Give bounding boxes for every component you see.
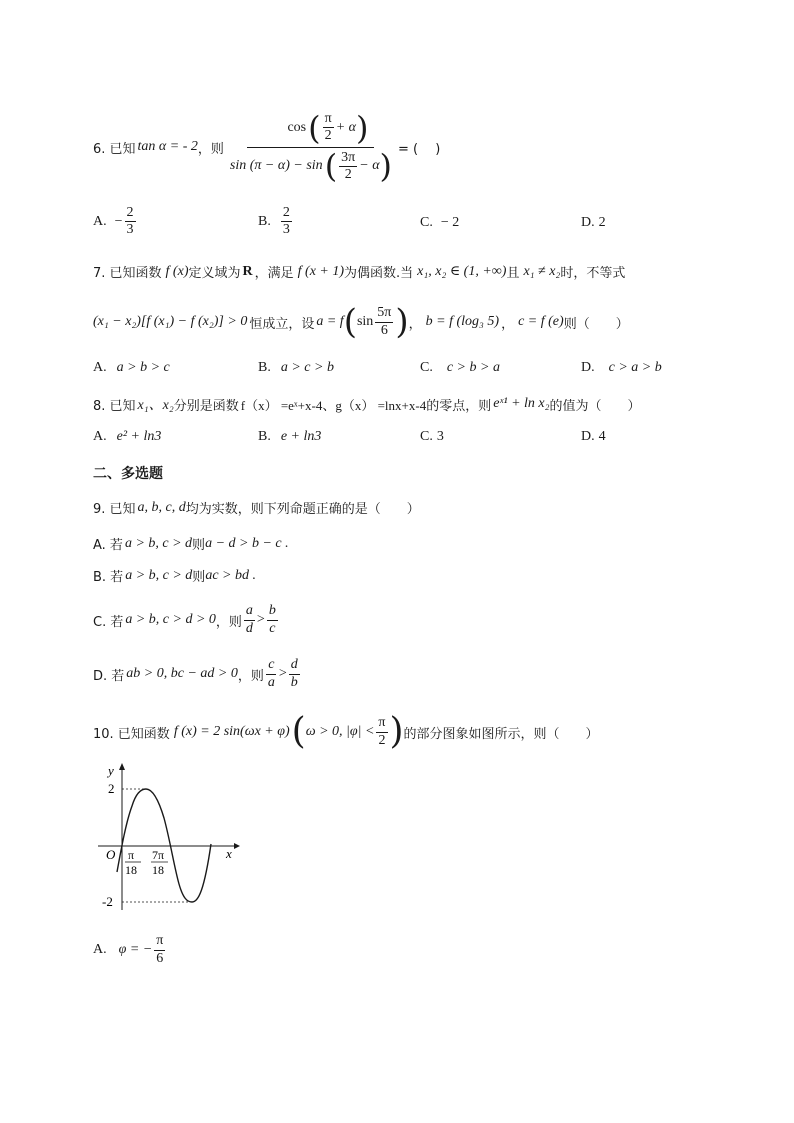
q7-text-a: 7. 已知函数 (93, 266, 162, 281)
q6-option-b-den: 3 (282, 222, 290, 238)
q8-expression: eˣ¹ + ln x₂ (493, 396, 550, 411)
q9-option-d-n1: c (266, 657, 276, 674)
q6-numerator: cos ( $\frac{\pi}{2}$ + α ) (247, 111, 374, 147)
tick-2-num: 7π (152, 848, 165, 862)
section-2-heading: 二、多选题 (93, 466, 163, 482)
q9-option-c-label: C. 若 (93, 614, 124, 630)
q8-vars: x₁、x₂ (137, 398, 174, 413)
q7-text-f: 时，不等式 (560, 266, 626, 281)
q7-b-def: b = f (log₃ 5) (425, 314, 500, 329)
q8-option-a-value: e² + ln3 (116, 429, 162, 444)
q9-option-c-frac-2 (267, 603, 278, 636)
q8-option-d-label: D. (581, 429, 595, 444)
q8-option-a-label: A. (93, 429, 107, 444)
q6-num-frac-den: 2 (324, 128, 332, 144)
q10-cond-den: 2 (378, 732, 386, 748)
q6-option-c-label: C. (420, 215, 433, 230)
q7-text-let: 恒成立，设 (249, 316, 315, 332)
q9-option-c-d1: d (245, 620, 253, 636)
tick-2-den: 18 (152, 863, 164, 877)
q6-suffix: = ( ) (398, 141, 441, 157)
q10-function: f (x) = 2 sin(ωx + φ) (173, 724, 290, 739)
q9-option-c-d2: c (269, 620, 276, 636)
q6-given: tan α = - 2 (137, 139, 198, 154)
q7-text-b: 定义域为 (188, 266, 241, 281)
q7-sin: sin (356, 314, 374, 329)
q6-option-a-label: A. (93, 213, 107, 229)
y-max-label: 2 (108, 781, 115, 796)
q7-option-b-value: a > c > b (280, 360, 334, 375)
q6-option-a-den: 3 (126, 222, 134, 238)
q6-option-c[interactable] (420, 215, 459, 231)
q9-option-d-d2: b (290, 674, 298, 690)
question-9 (93, 498, 420, 517)
q7-domain-cond: x₁, x₂ ∈ (1, +∞) (417, 264, 507, 279)
q9-option-d-d1: a (267, 674, 275, 690)
q8-option-c[interactable] (420, 429, 444, 445)
q7-text-e: 且 (506, 266, 520, 281)
question-7-line-2: (x₁ − x₂)[f (x₁) − f (x₂)] > 0 恒成立，设 a = f ( sin $\frac{5\pi}{6}$ ) ， b = f (log₃ 5) ， c = f (e) 则（ ） (93, 302, 629, 342)
q6-option-c-value: − 2 (440, 215, 460, 230)
x-axis-label: x (226, 846, 232, 861)
q10-option-a-den: 6 (156, 950, 164, 966)
q6-option-b[interactable] (258, 205, 294, 238)
q8-option-c-label: C. (420, 429, 433, 444)
q6-num-frac-num: π (323, 111, 334, 128)
q6-option-b-label: B. (258, 213, 271, 229)
q10-text-a: 10. 已知函数 (93, 726, 170, 742)
q8-option-d-value: 4 (598, 429, 606, 444)
q9-option-d-then: ，则 (237, 668, 264, 684)
y-axis-label: y (108, 763, 114, 778)
tick-1-num: π (128, 848, 135, 862)
question-10: 10. 已知函数 f (x) = 2 sin(ωx + φ) ( ω > 0, |φ| < $\frac{\pi}{2}$ ) 的部分图象如图所示，则（ ） (93, 711, 599, 752)
q9-text-b: 均为实数，则下列命题正确的是（ ） (185, 502, 420, 517)
q9-option-c[interactable] (93, 600, 280, 640)
q6-main-fraction (228, 108, 394, 186)
q7-option-c-label: C. (420, 360, 433, 375)
q7-option-d[interactable] (581, 360, 662, 376)
q7-sin-num: 5π (375, 305, 393, 322)
q6-den-frac (339, 150, 357, 183)
q7-option-a-label: A. (93, 360, 107, 375)
q6-den-left: sin (π − α) − sin (229, 158, 323, 174)
q6-option-a-num: 2 (125, 205, 136, 222)
q9-option-a[interactable] (93, 534, 289, 553)
q7-option-b[interactable] (258, 360, 334, 376)
q9-option-c-n1: a (244, 603, 255, 620)
q6-option-d[interactable] (581, 215, 606, 231)
q7-option-d-label: D. (581, 360, 595, 375)
q9-option-d-frac-2 (289, 657, 300, 690)
q8-option-d[interactable] (581, 429, 606, 445)
q9-option-a-concl: a − d > b − c . (205, 535, 289, 551)
q10-sine-graph (98, 760, 248, 920)
q7-option-a-value: a > b > c (116, 360, 170, 375)
q7-sin-frac (375, 305, 393, 338)
q10-option-a[interactable] (93, 930, 167, 970)
q9-option-a-cond: a > b, c > d (124, 535, 193, 551)
q8-option-a[interactable] (93, 429, 161, 445)
q6-option-b-frac (281, 205, 292, 238)
q6-option-b-num: 2 (281, 205, 292, 222)
q6-option-a-frac (125, 205, 136, 238)
q7-inequality: (x₁ − x₂)[f (x₁) − f (x₂)] > 0 (93, 314, 248, 329)
q9-option-d-cond: ab > 0, bc − ad > 0 (126, 666, 238, 681)
q6-option-d-label: D. (581, 215, 595, 230)
q9-text-a: 9. 已知 (93, 502, 136, 517)
tick-1-den: 18 (125, 863, 137, 877)
q10-cond-frac (376, 715, 387, 748)
q6-stem-prefix: 6. 已知 (93, 141, 136, 157)
q7-neq: x₁ ≠ x₂ (523, 263, 561, 279)
q7-option-a[interactable] (93, 360, 170, 376)
q6-den-frac-den: 2 (344, 166, 352, 182)
q9-vars: a, b, c, d (137, 499, 186, 515)
y-min-label: -2 (102, 894, 113, 909)
q8-text-b: 分别是函数 (173, 398, 239, 414)
q6-option-d-value: 2 (598, 215, 606, 230)
q7-even-fn: f (x + 1) (297, 263, 345, 279)
q9-option-c-frac-1 (244, 603, 255, 636)
q9-option-d-n2: d (289, 657, 300, 674)
q9-option-b-concl: ac > bd . (205, 567, 256, 583)
q6-num-frac (323, 111, 334, 144)
q7-option-b-label: B. (258, 360, 271, 375)
q10-option-a-num: π (154, 933, 165, 950)
q7-c-def: c = f (e) (518, 314, 564, 329)
q6-option-a-sign: − (114, 213, 123, 229)
q9-option-c-gt: > (256, 612, 265, 627)
q9-option-b-then: 则 (192, 570, 206, 585)
q7-a-def: a = f (316, 314, 344, 329)
q9-option-d-gt: > (278, 666, 287, 681)
question-7-line-1 (93, 262, 625, 281)
q10-option-a-label: A. (93, 942, 107, 957)
q9-option-b-label: B. 若 (93, 570, 124, 585)
q6-den-frac-num: 3π (339, 150, 357, 167)
q9-option-c-then: ，则 (215, 614, 242, 630)
q7-text-end: 则（ ） (563, 316, 629, 332)
q6-num-tail: + α (335, 119, 356, 135)
q10-option-a-lhs: φ = − (118, 942, 153, 957)
q7-option-d-value: c > a > b (608, 360, 662, 375)
origin-label: O (106, 847, 116, 862)
x-axis-arrow (234, 843, 240, 849)
q6-den-tail: − α (359, 158, 380, 174)
q8-text-c: 的零点，则 (426, 398, 492, 414)
q7-R: R (242, 263, 253, 279)
q7-text-d: 为偶函数.当 (344, 266, 414, 281)
question-6 (93, 108, 441, 186)
q10-cond: ω > 0, |φ| < (305, 724, 375, 739)
question-8 (93, 394, 641, 414)
q9-option-d[interactable] (93, 654, 302, 694)
q8-option-b[interactable] (258, 429, 321, 445)
q10-text-b: 的部分图象如图所示，则（ ） (403, 726, 599, 742)
q7-option-c[interactable] (420, 360, 500, 376)
q8-text-d: 的值为（ ） (549, 398, 641, 414)
q6-num-fn: cos (287, 119, 307, 135)
y-axis-arrow (119, 763, 125, 770)
q10-cond-num: π (376, 715, 387, 732)
q8-option-b-label: B. (258, 429, 271, 444)
q9-option-a-then: 则 (192, 538, 206, 553)
q9-option-b-cond: a > b, c > d (125, 567, 193, 583)
q8-option-c-value: 3 (436, 429, 444, 444)
q6-denominator: sin (π − α) − sin ( $\frac{3\pi}{2}$ − α ) (229, 147, 393, 186)
q6-connector: ，则 (197, 141, 224, 157)
q8-functions: f（x） =eˣ+x-4、g（x） =lnx+x-4 (240, 397, 427, 413)
q7-sin-den: 6 (380, 322, 388, 338)
q7-fx: f (x) (165, 263, 189, 279)
q9-option-c-cond: a > b, c > d > 0 (125, 612, 216, 627)
q9-option-d-frac-1 (266, 657, 277, 690)
q9-option-c-n2: b (267, 603, 278, 620)
q8-option-b-value: e + ln3 (280, 429, 322, 444)
q8-text-a: 8. 已知 (93, 398, 136, 414)
q9-option-a-label: A. 若 (93, 538, 123, 553)
q9-option-d-label: D. 若 (93, 668, 125, 684)
q7-option-c-value: c > b > a (446, 360, 500, 375)
q9-option-b[interactable] (93, 566, 256, 585)
q10-option-a-frac (154, 933, 165, 966)
q7-text-c: ，满足 (254, 266, 294, 281)
q6-option-a[interactable] (93, 205, 138, 238)
